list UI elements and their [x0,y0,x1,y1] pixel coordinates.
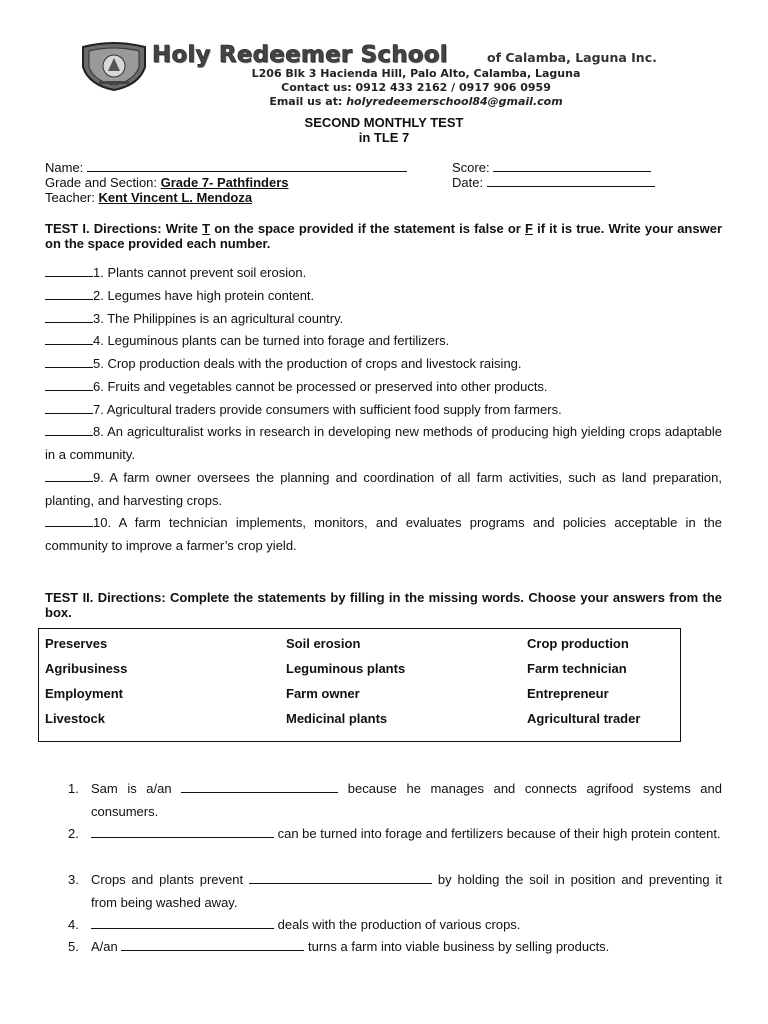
grade-section-value: Grade 7- Pathfinders [160,175,289,190]
school-email: holyredeemerschool84@gmail.com [346,95,563,108]
school-name-suffix: of Calamba, Laguna Inc. [487,50,657,65]
item-text: can be turned into forage and fertilizers because of their high protein content. [91,822,722,845]
test1-item: 4. Leguminous plants can be turned into forage and fertilizers. [45,329,722,352]
school-email-line [0,95,768,108]
test1-item: 5. Crop production deals with the production of crops and livestock raising. [45,352,722,375]
item-number: 3. [68,872,79,887]
test-subject: in TLE 7 [358,130,410,145]
date-blank[interactable] [487,175,655,187]
item-number: 4. [68,917,79,932]
answer-blank[interactable] [45,264,93,277]
school-address: L206 Blk 3 Hacienda Hill, Palo Alto, Calamba, Laguna [251,67,581,80]
email-label: Email us at: [269,95,347,108]
score-blank[interactable] [493,160,651,172]
item-text: Sam is a/an because he manages and connects agrifood systems and consumers. [91,781,722,819]
date-field: Date: [452,175,655,190]
name-blank[interactable] [87,160,407,172]
word-box-item: Crop production [527,636,629,651]
fill-blank[interactable] [249,871,432,884]
fill-blank[interactable] [91,825,274,838]
name-field: Name: [45,160,407,175]
test1-item: 6. Fruits and vegetables cannot be processed or preserved into other products. [45,375,722,398]
word-box-item: Farm owner [286,686,360,701]
item-number: 1. [68,781,79,796]
item-number: 5. [68,939,79,954]
word-box-item: Preserves [45,636,108,651]
fill-blank[interactable] [91,916,274,929]
item-text: deals with the production of various crops. [91,913,722,936]
test1-item: 2. Legumes have high protein content. [45,284,722,307]
answer-blank[interactable] [45,332,93,345]
test1-item: 10. A farm technician implements, monitors, and evaluates programs and policies acceptable in the community to improve a farmer’s crop yield. [45,515,722,553]
score-field: Score: [452,160,651,175]
word-box-item: Soil erosion [286,636,361,651]
answer-blank[interactable] [45,514,93,527]
test1-item: 9. A farm owner oversees the planning and coordination of all farm activities, such as land preparation, planting, and harvesting crops. [45,470,722,508]
word-box-item: Farm technician [527,661,627,676]
word-box-item: Employment [45,686,124,701]
fill-blank[interactable] [121,938,304,951]
test1-item: 1. Plants cannot prevent soil erosion. [45,261,722,284]
answer-blank[interactable] [45,378,93,391]
answer-blank[interactable] [45,310,93,323]
word-box-item: Agricultural trader [527,711,641,726]
word-box-item: Medicinal plants [286,711,388,726]
item-text: Crops and plants prevent by holding the soil in position and preventing it from being washed away. [91,872,722,910]
test2-directions: TEST II. Directions: Complete the statements by filling in the missing words. Choose your answers from the box. [45,590,722,620]
answer-blank[interactable] [45,423,93,436]
answer-blank[interactable] [45,355,93,368]
school-name: Holy Redeemer School [152,42,448,68]
school-contact: Contact us: 0912 433 2162 / 0917 906 0959 [281,81,551,94]
answer-blank[interactable] [45,469,93,482]
test1-item: 3. The Philippines is an agricultural country. [45,307,722,330]
word-box-item: Entrepreneur [527,686,609,701]
fill-blank[interactable] [181,780,338,793]
test1-item: 7. Agricultural traders provide consumers with sufficient food supply from farmers. [45,398,722,421]
test1-item: 8. An agriculturalist works in research in developing new methods of producing high yielding crops adaptable in a community. [45,424,722,462]
teacher-value: Kent Vincent L. Mendoza [98,190,253,205]
grade-section-field: Grade and Section: Grade 7- Pathfinders [45,175,289,190]
test-title: SECOND MONTHLY TEST [304,115,464,130]
answer-blank[interactable] [45,287,93,300]
word-box-item: Agribusiness [45,661,128,676]
test1-directions: TEST I. Directions: Write T on the space provided if the statement is false or F if it is true. Write your answer on the space provided each number. [45,221,722,251]
word-box-item: Leguminous plants [286,661,406,676]
word-box-item: Livestock [45,711,105,726]
answer-blank[interactable] [45,401,93,414]
item-number: 2. [68,826,79,841]
teacher-field: Teacher: Kent Vincent L. Mendoza [45,190,253,205]
item-text: A/an turns a farm into viable business by selling products. [91,939,610,954]
